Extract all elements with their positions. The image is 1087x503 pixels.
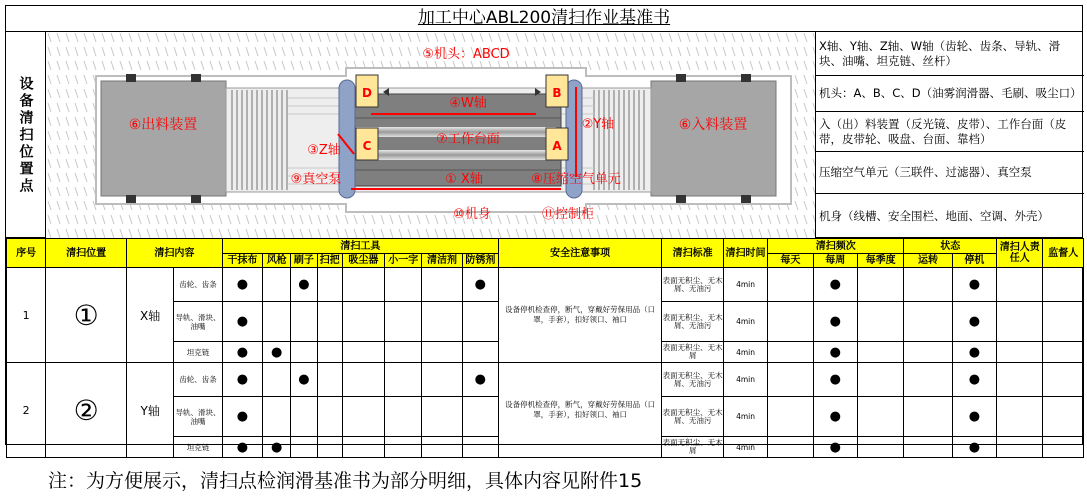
tool-cell xyxy=(317,397,342,437)
outfeed-device xyxy=(101,81,226,196)
tool-cell xyxy=(422,437,462,458)
tool-mark: ● xyxy=(291,268,317,302)
air-unit-label: ⑧压缩空气单元 xyxy=(531,172,621,187)
item-cell: 坦克链 xyxy=(174,342,222,363)
x-axis-label: ① X轴 xyxy=(445,172,483,187)
freq-cell xyxy=(857,342,903,363)
y-axis-label: ②Y轴 xyxy=(581,117,615,132)
state-cell xyxy=(904,302,952,342)
freq-mark: ● xyxy=(813,437,857,458)
state-cell xyxy=(904,268,952,302)
component-notes xyxy=(816,32,1084,238)
head-b-letter: B xyxy=(552,86,562,100)
tool-cell xyxy=(317,268,342,302)
seq-header: 序号 xyxy=(7,239,46,268)
state-mark: ● xyxy=(952,268,996,302)
tool-cell xyxy=(342,437,384,458)
state-cell xyxy=(904,363,952,397)
freq-cell xyxy=(768,437,813,458)
tool-cell xyxy=(317,363,342,397)
tool-cell xyxy=(462,302,498,342)
state-col-header: 停机 xyxy=(952,254,996,268)
side-label xyxy=(6,32,46,238)
item-cell: 齿轮、齿条 xyxy=(174,268,222,302)
owner-cell xyxy=(997,342,1043,363)
freq-cell xyxy=(768,397,813,437)
note-body: 机身（线槽、安全围栏、地面、空调、外壳） xyxy=(819,208,1049,223)
item-cell: 导轨、滑块、油嘴 xyxy=(174,302,222,342)
side-label-text: 设备清扫位置点 xyxy=(17,75,34,195)
head-label: ⑤机头：ABCD xyxy=(422,47,510,62)
owner-cell xyxy=(997,268,1043,302)
supervisor-cell xyxy=(1043,342,1084,363)
seq-cell: 1 xyxy=(7,268,46,363)
position-cell: ② xyxy=(46,363,127,458)
freq-cell xyxy=(857,397,903,437)
state-cell xyxy=(904,437,952,458)
safety-cell: 设备停机检查停，断气，穿戴好劳保用品（口罩，手套），扣好领口、袖口 xyxy=(498,268,661,363)
state-mark: ● xyxy=(952,437,996,458)
freq-mark: ● xyxy=(813,397,857,437)
tool-mark: ● xyxy=(222,397,262,437)
tool-mark: ● xyxy=(462,268,498,302)
time-cell: 4min xyxy=(723,342,767,363)
state-mark: ● xyxy=(952,302,996,342)
tool-cell xyxy=(422,397,462,437)
tool-cell xyxy=(422,342,462,363)
tool-header: 刷子 xyxy=(291,254,317,268)
position-cell: ① xyxy=(46,268,127,363)
state-mark: ● xyxy=(952,363,996,397)
time-cell: 4min xyxy=(723,397,767,437)
head-d-letter: D xyxy=(362,86,372,100)
tool-cell xyxy=(342,363,384,397)
footnote: 注：为方便展示，清扫点检润滑基准书为部分明细，具体内容见附件15 xyxy=(48,470,643,492)
head-c-letter: C xyxy=(362,139,372,153)
state-col-header: 运转 xyxy=(904,254,952,268)
freq-cell xyxy=(857,363,903,397)
tool-header: 小一字 xyxy=(385,254,422,268)
tool-cell xyxy=(422,363,462,397)
tool-mark: ● xyxy=(222,342,262,363)
position-header: 清扫位置 xyxy=(46,239,127,268)
axis-cell: Y轴 xyxy=(126,363,173,458)
tool-cell xyxy=(422,302,462,342)
tool-header: 防锈剂 xyxy=(462,254,498,268)
safety-cell: 设备停机检查停，断气，穿戴好劳保用品（口罩，手套），扣好领口、袖口 xyxy=(498,363,661,458)
tool-cell xyxy=(263,397,291,437)
tool-cell xyxy=(385,363,422,397)
equipment-diagram xyxy=(46,32,816,238)
cleaning-table xyxy=(6,238,1084,458)
owner-cell xyxy=(997,363,1043,397)
head-a-letter: A xyxy=(552,139,562,153)
infeed-label: ⑥入料装置 xyxy=(678,117,748,133)
freq-cell xyxy=(857,268,903,302)
tool-cell xyxy=(342,342,384,363)
tool-cell xyxy=(291,342,317,363)
tool-cell xyxy=(385,302,422,342)
tool-cell xyxy=(462,397,498,437)
state-cell xyxy=(904,397,952,437)
time-cell: 4min xyxy=(723,437,767,458)
tool-mark: ● xyxy=(222,302,262,342)
time-cell: 4min xyxy=(723,302,767,342)
standard-cell: 表面无积尘、无木屑、无油污 xyxy=(662,363,724,397)
note-feed: 入（出）料装置（反光镜、皮带）、工作台面（皮带，皮带轮、吸盘、台面、靠档） xyxy=(816,112,1084,152)
freq-mark: ● xyxy=(813,363,857,397)
tool-cell xyxy=(342,302,384,342)
supervisor-cell xyxy=(1043,268,1084,302)
freq-cell xyxy=(857,302,903,342)
tool-header: 干抹布 xyxy=(222,254,262,268)
tool-cell xyxy=(317,342,342,363)
freq-cell xyxy=(768,268,813,302)
item-cell: 坦克链 xyxy=(174,437,222,458)
sheet-title: 加工中心ABL200清扫作业基准书 xyxy=(6,6,1082,32)
owner-cell xyxy=(997,397,1043,437)
worktable-label: ⑦工作台面 xyxy=(436,132,500,147)
tool-cell xyxy=(317,302,342,342)
tool-cell xyxy=(342,268,384,302)
tool-cell xyxy=(263,268,291,302)
infeed-device xyxy=(651,81,776,196)
supervisor-cell xyxy=(1043,302,1084,342)
freq-header: 每周 xyxy=(813,254,857,268)
w-axis-label: ④W轴 xyxy=(449,96,487,111)
owner-cell xyxy=(997,302,1043,342)
state-mark: ● xyxy=(952,397,996,437)
outfeed-label: ⑥出料装置 xyxy=(128,117,198,133)
time-cell: 4min xyxy=(723,363,767,397)
tool-cell xyxy=(317,437,342,458)
freq-mark: ● xyxy=(813,302,857,342)
tool-mark: ● xyxy=(222,363,262,397)
tool-header: 风枪 xyxy=(263,254,291,268)
freq-header: 每天 xyxy=(768,254,813,268)
tool-cell xyxy=(385,397,422,437)
supervisor-cell xyxy=(1043,437,1084,458)
z-axis-label: ③Z轴 xyxy=(307,143,341,158)
state-header: 状态 xyxy=(904,239,997,254)
top-section xyxy=(6,32,1082,238)
tool-mark: ● xyxy=(263,437,291,458)
tool-header: 扫把 xyxy=(317,254,342,268)
note-air: 压缩空气单元（三联件、过滤器）、真空泵 xyxy=(816,152,1084,194)
time-header: 清扫时间 xyxy=(723,239,767,268)
note-axes: X轴、Y轴、Z轴、W轴（齿轮、齿条、导轨、滑块、油嘴、坦克链、丝杆） xyxy=(816,32,1084,76)
tool-cell xyxy=(342,397,384,437)
tool-mark: ● xyxy=(222,437,262,458)
axis-cell: X轴 xyxy=(126,268,173,363)
owner-header: 清扫人责任人 xyxy=(997,239,1043,268)
standard-cell: 表面无积尘、无木屑 xyxy=(662,342,724,363)
tool-mark: ● xyxy=(222,268,262,302)
state-cell xyxy=(904,342,952,363)
freq-cell xyxy=(857,437,903,458)
vacuum-pump-label: ⑨真空泵 xyxy=(290,172,342,187)
tool-cell xyxy=(263,363,291,397)
tool-cell xyxy=(462,437,498,458)
tool-cell xyxy=(291,302,317,342)
table-body xyxy=(7,268,1084,458)
tool-cell xyxy=(462,342,498,363)
cleaning-standard-sheet xyxy=(5,5,1083,455)
supervisor-cell xyxy=(1043,363,1084,397)
owner-cell xyxy=(997,437,1043,458)
tool-cell xyxy=(422,268,462,302)
tool-cell xyxy=(385,268,422,302)
freq-mark: ● xyxy=(813,268,857,302)
time-cell: 4min xyxy=(723,268,767,302)
diagram-svg xyxy=(46,32,816,238)
safety-header: 安全注意事项 xyxy=(498,239,661,268)
standard-cell: 表面无积尘、无木屑、无油污 xyxy=(662,397,724,437)
tool-mark: ● xyxy=(291,363,317,397)
frequency-header: 清扫频次 xyxy=(768,239,904,254)
freq-cell xyxy=(768,302,813,342)
tool-mark: ● xyxy=(462,363,498,397)
freq-cell xyxy=(768,342,813,363)
tool-cell xyxy=(263,302,291,342)
machine-body-label: ⑩机身 xyxy=(453,207,491,222)
freq-header: 每季度 xyxy=(857,254,903,268)
table-row xyxy=(7,268,1084,302)
freq-cell xyxy=(768,363,813,397)
freq-mark: ● xyxy=(813,342,857,363)
standard-cell: 表面无积尘、无木屑 xyxy=(662,437,724,458)
standard-cell: 表面无积尘、无木屑、无油污 xyxy=(662,268,724,302)
note-heads: 机头：A、B、C、D（油雾润滑器、毛刷、吸尘口） xyxy=(816,76,1084,112)
seq-cell: 2 xyxy=(7,363,46,458)
tool-header: 清洁剂 xyxy=(422,254,462,268)
tool-cell xyxy=(291,397,317,437)
tools-header: 清扫工具 xyxy=(222,239,498,254)
control-cabinet-label: ⑪控制柜 xyxy=(541,207,595,222)
content-header: 清扫内容 xyxy=(126,239,222,268)
item-cell: 齿轮、齿条 xyxy=(174,363,222,397)
table-row xyxy=(7,363,1084,397)
state-mark: ● xyxy=(952,342,996,363)
tool-cell xyxy=(291,437,317,458)
tool-cell xyxy=(385,342,422,363)
tool-mark: ● xyxy=(263,342,291,363)
standard-header: 清扫标准 xyxy=(662,239,724,268)
tool-cell xyxy=(385,437,422,458)
supervisor-cell xyxy=(1043,397,1084,437)
supervisor-header: 监督人 xyxy=(1043,239,1084,268)
tool-header: 吸尘器 xyxy=(342,254,384,268)
item-cell: 导轨、滑块、油嘴 xyxy=(174,397,222,437)
standard-cell: 表面无积尘、无木屑、无油污 xyxy=(662,302,724,342)
